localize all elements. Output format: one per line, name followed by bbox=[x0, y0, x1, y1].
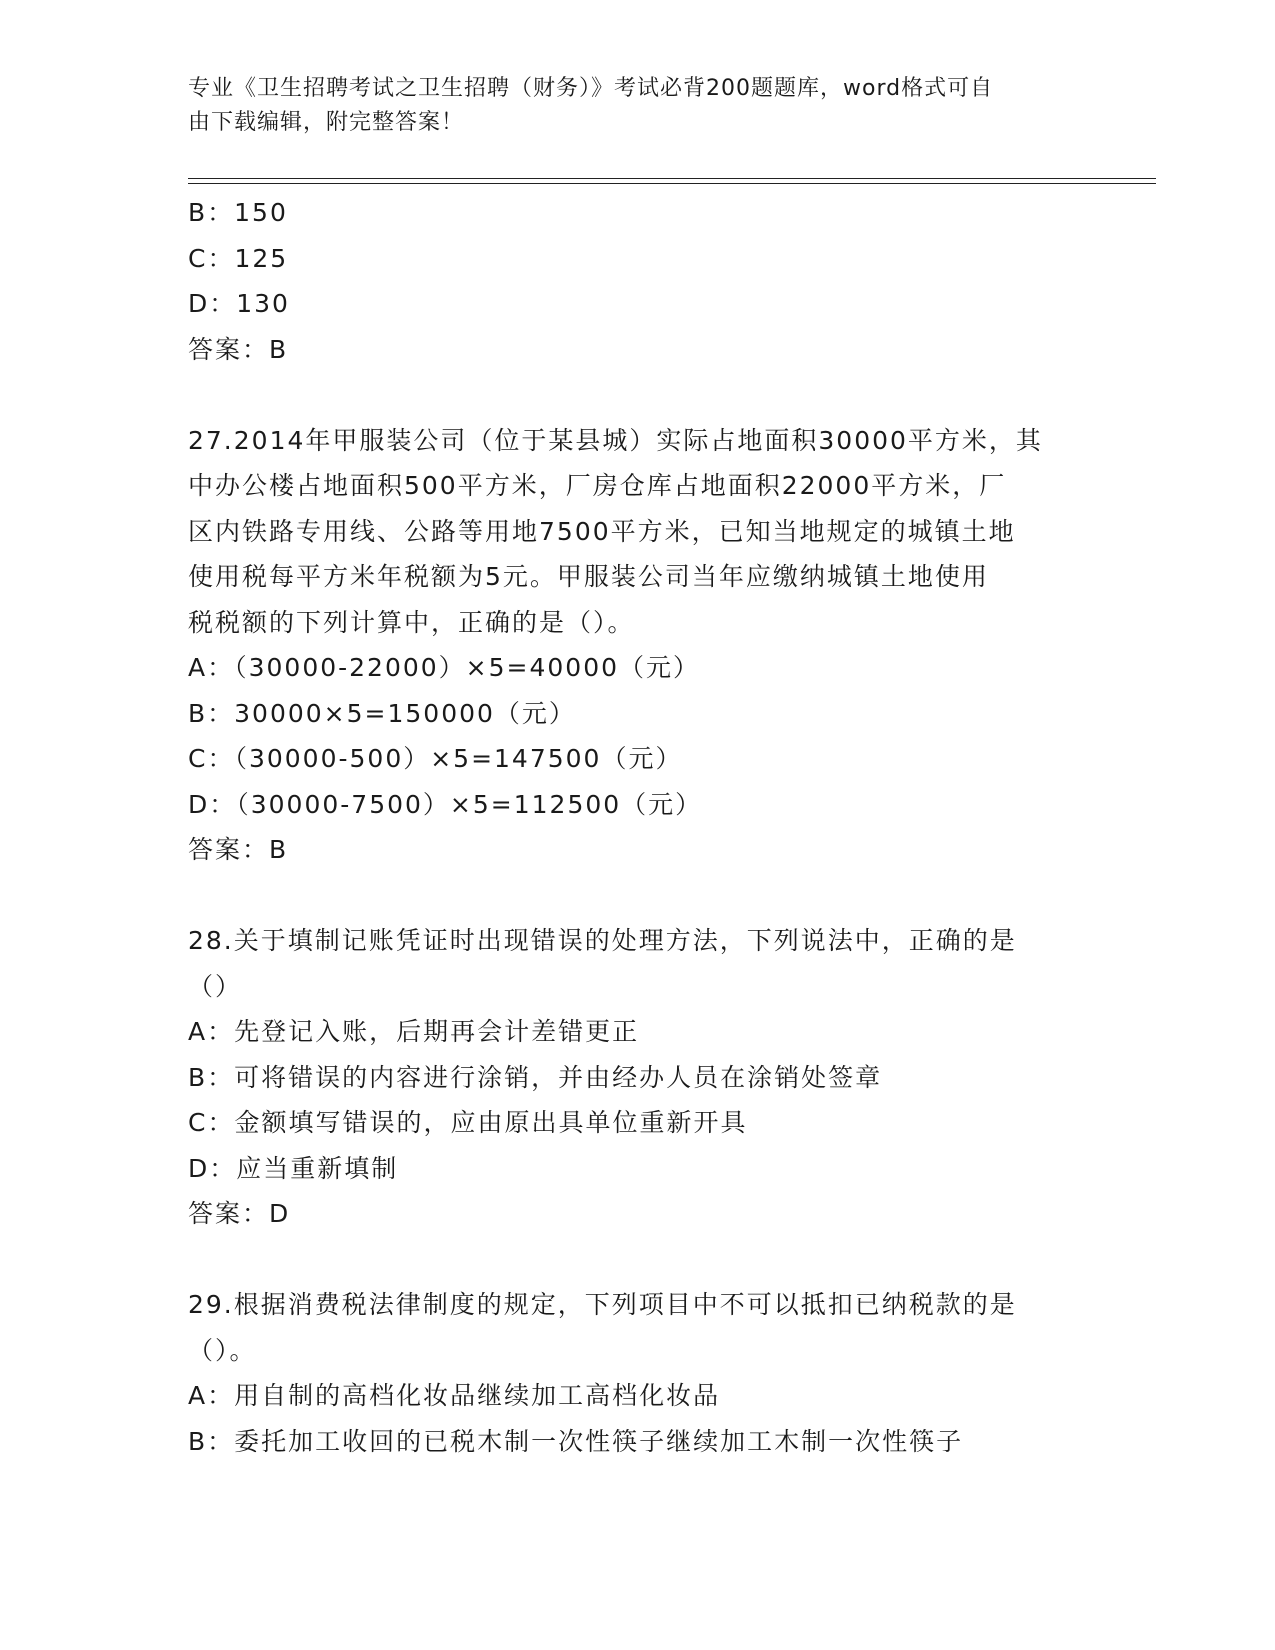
option-b: B：150 bbox=[188, 198, 288, 227]
option-d: D：（30000-7500）×5=112500（元） bbox=[188, 789, 703, 819]
option-a: A：用自制的高档化妆品继续加工高档化妆品 bbox=[188, 1381, 721, 1410]
option-b: B：30000×5=150000（元） bbox=[188, 698, 576, 728]
question-text-line: 使用税每平方米年税额为5元。甲服装公司当年应缴纳城镇土地使用 bbox=[188, 562, 989, 591]
spacer bbox=[188, 873, 1088, 919]
option-d: D：应当重新填制 bbox=[188, 1153, 399, 1183]
document-header bbox=[188, 72, 1068, 140]
question-text-line: （）。 bbox=[188, 1335, 257, 1365]
question-text-line: 区内铁路专用线、公路等用地7500平方米，已知当地规定的城镇土地 bbox=[188, 516, 1016, 546]
answer-line: 答案：B bbox=[188, 334, 289, 364]
answer-line: 答案：B bbox=[188, 835, 289, 864]
header-line-1: 专业《卫生招聘考试之卫生招聘（财务）》考试必背200题题库，word格式可自 bbox=[188, 76, 994, 101]
question-text-line: 29.根据消费税法律制度的规定，下列项目中不可以抵扣已纳税款的是 bbox=[188, 1290, 1017, 1319]
header-divider-top bbox=[188, 178, 1156, 179]
question-text-line: 28.关于填制记账凭证时出现错误的处理方法，下列说法中，正确的是 bbox=[188, 926, 1017, 955]
option-c: C：125 bbox=[188, 243, 289, 273]
option-a: A：先登记入账，后期再会计差错更正 bbox=[188, 1017, 640, 1046]
option-d: D：130 bbox=[188, 289, 290, 318]
header-divider-bottom bbox=[188, 183, 1156, 184]
question-text-line: （） bbox=[188, 971, 243, 1001]
spacer bbox=[188, 1237, 1088, 1283]
option-a: A：（30000-22000）×5=40000（元） bbox=[188, 653, 701, 682]
header-line-2: 由下载编辑，附完整答案！ bbox=[188, 110, 465, 135]
option-c: C：（30000-500）×5=147500（元） bbox=[188, 744, 683, 773]
option-c: C：金额填写错误的，应由原出具单位重新开具 bbox=[188, 1108, 748, 1137]
question-27 bbox=[188, 418, 1088, 873]
question-26-tail bbox=[188, 190, 1088, 372]
question-text-line: 中办公楼占地面积500平方米，厂房仓库占地面积22000平方米，厂 bbox=[188, 471, 1007, 500]
question-text-line: 税税额的下列计算中，正确的是（）。 bbox=[188, 607, 635, 637]
option-b: B：可将错误的内容进行涂销，并由经办人员在涂销处签章 bbox=[188, 1062, 883, 1092]
question-text-line: 27.2014年甲服装公司（位于某县城）实际占地面积30000平方米，其 bbox=[188, 425, 1043, 455]
question-list bbox=[188, 190, 1088, 1464]
option-b: B：委托加工收回的已税木制一次性筷子继续加工木制一次性筷子 bbox=[188, 1426, 964, 1456]
question-29 bbox=[188, 1282, 1088, 1464]
spacer bbox=[188, 372, 1088, 418]
answer-line: 答案：D bbox=[188, 1199, 291, 1228]
question-28 bbox=[188, 918, 1088, 1237]
